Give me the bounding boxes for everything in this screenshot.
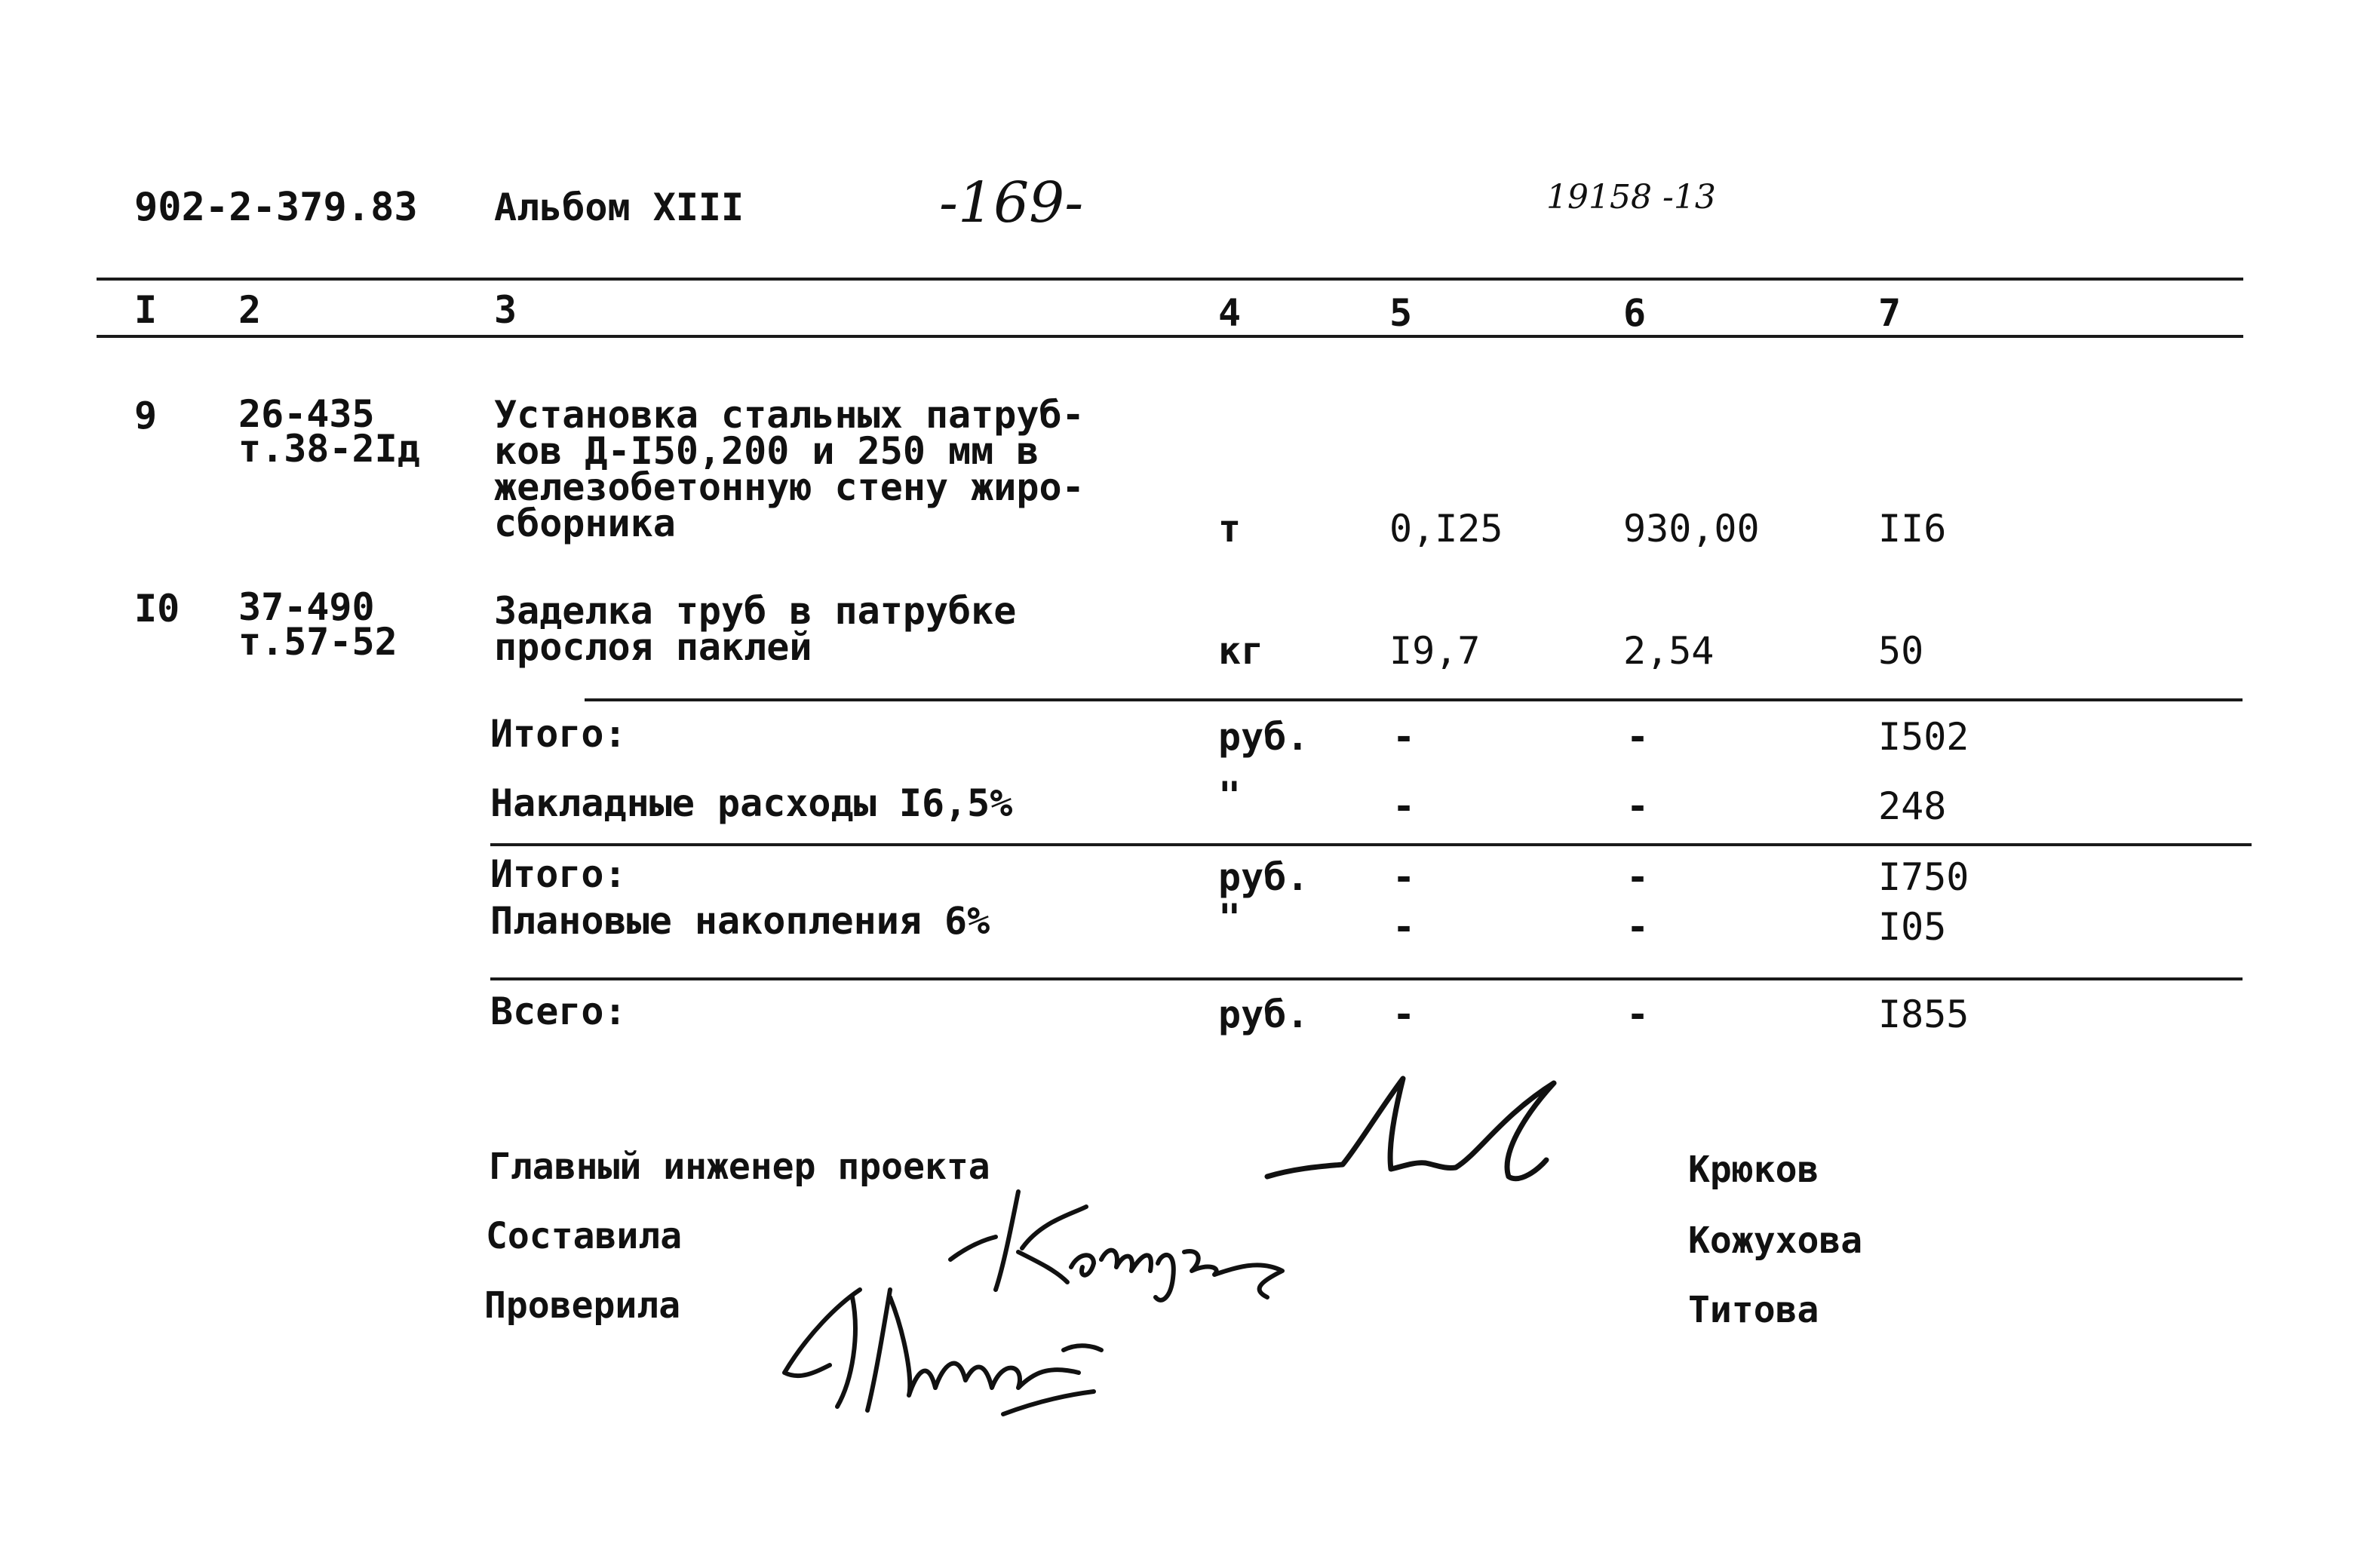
row-unit: кг — [1218, 629, 1264, 673]
header-top-rule — [97, 278, 2243, 281]
grand-total-price: - — [1626, 993, 1650, 1036]
row-code-table: т.57-52 — [238, 620, 398, 664]
row-code-table: т.38-2Iд — [238, 427, 420, 471]
subtotal-rule — [490, 843, 2252, 846]
row-total: II6 — [1878, 507, 1947, 551]
row-qty: I9,7 — [1389, 629, 1481, 673]
totals-label: Накладные расходы I6,5% — [490, 781, 1013, 825]
signature-name: Кожухова — [1688, 1220, 1863, 1262]
album-label: Альбом XIII — [494, 186, 744, 229]
totals-value: I05 — [1878, 905, 1947, 949]
page-number: -169- — [939, 170, 1084, 235]
col-header-4: 4 — [1218, 291, 1242, 335]
totals-price: - — [1626, 784, 1650, 828]
totals-qty: - — [1392, 905, 1416, 949]
row-qty: 0,I25 — [1389, 507, 1503, 551]
grand-total-qty: - — [1392, 993, 1416, 1036]
totals-price: - — [1626, 905, 1650, 949]
row-code: 37-490 — [238, 585, 375, 629]
totals-qty: - — [1392, 715, 1416, 759]
row-name-line: Установка стальных патруб- — [494, 393, 1085, 437]
totals-value: I750 — [1878, 855, 1969, 899]
row-number: I0 — [134, 587, 180, 631]
inventory-number: 19158 -13 — [1546, 178, 1716, 216]
totals-price: - — [1626, 715, 1650, 759]
row-price: 2,54 — [1623, 629, 1715, 673]
grand-total-rule — [490, 977, 2243, 980]
header-bottom-rule — [97, 335, 2243, 338]
row-name-line: сборника — [494, 502, 676, 545]
col-header-5: 5 — [1389, 291, 1413, 335]
row-code: 26-435 — [238, 392, 375, 436]
totals-label: Итого: — [490, 712, 627, 756]
totals-qty: - — [1392, 855, 1416, 899]
col-header-3: 3 — [494, 288, 517, 332]
doc-code: 902-2-379.83 — [134, 185, 418, 230]
totals-unit: " — [1218, 896, 1242, 940]
totals-label: Плановые накопления 6% — [490, 899, 990, 943]
totals-unit: " — [1218, 774, 1242, 818]
col-header-1: I — [134, 288, 158, 332]
grand-total-unit: руб. — [1218, 993, 1309, 1036]
row-price: 930,00 — [1623, 507, 1760, 551]
col-header-7: 7 — [1878, 291, 1902, 335]
signature-name: Титова — [1688, 1289, 1819, 1331]
totals-value: 248 — [1878, 784, 1947, 828]
totals-unit: руб. — [1218, 715, 1309, 759]
row-name-line: железобетонную стену жиро- — [494, 465, 1085, 509]
grand-total-label: Всего: — [490, 990, 627, 1033]
col-header-6: 6 — [1623, 291, 1647, 335]
grand-total-value: I855 — [1878, 993, 1969, 1036]
checker-signature — [777, 1275, 1124, 1418]
subtotal-rule — [585, 698, 2243, 701]
signature-name: Крюков — [1688, 1149, 1819, 1191]
col-header-2: 2 — [238, 288, 262, 332]
totals-unit: руб. — [1218, 855, 1309, 899]
row-unit: т — [1218, 507, 1242, 551]
row-name-line: Заделка труб в патрубке — [494, 589, 1017, 633]
totals-qty: - — [1392, 784, 1416, 828]
totals-value: I502 — [1878, 715, 1969, 759]
totals-label: Итого: — [490, 852, 627, 896]
signature-role: Составила — [486, 1215, 683, 1257]
row-name-line: ков Д-I50,200 и 250 мм в — [494, 429, 1039, 473]
totals-price: - — [1626, 855, 1650, 899]
row-number: 9 — [134, 394, 158, 437]
chief-engineer-signature — [1252, 1071, 1584, 1199]
signature-role: Главный инженер проекта — [489, 1146, 990, 1188]
row-total: 50 — [1878, 629, 1924, 673]
row-name-line: прослоя паклей — [494, 625, 812, 669]
signature-role: Проверила — [484, 1284, 681, 1327]
